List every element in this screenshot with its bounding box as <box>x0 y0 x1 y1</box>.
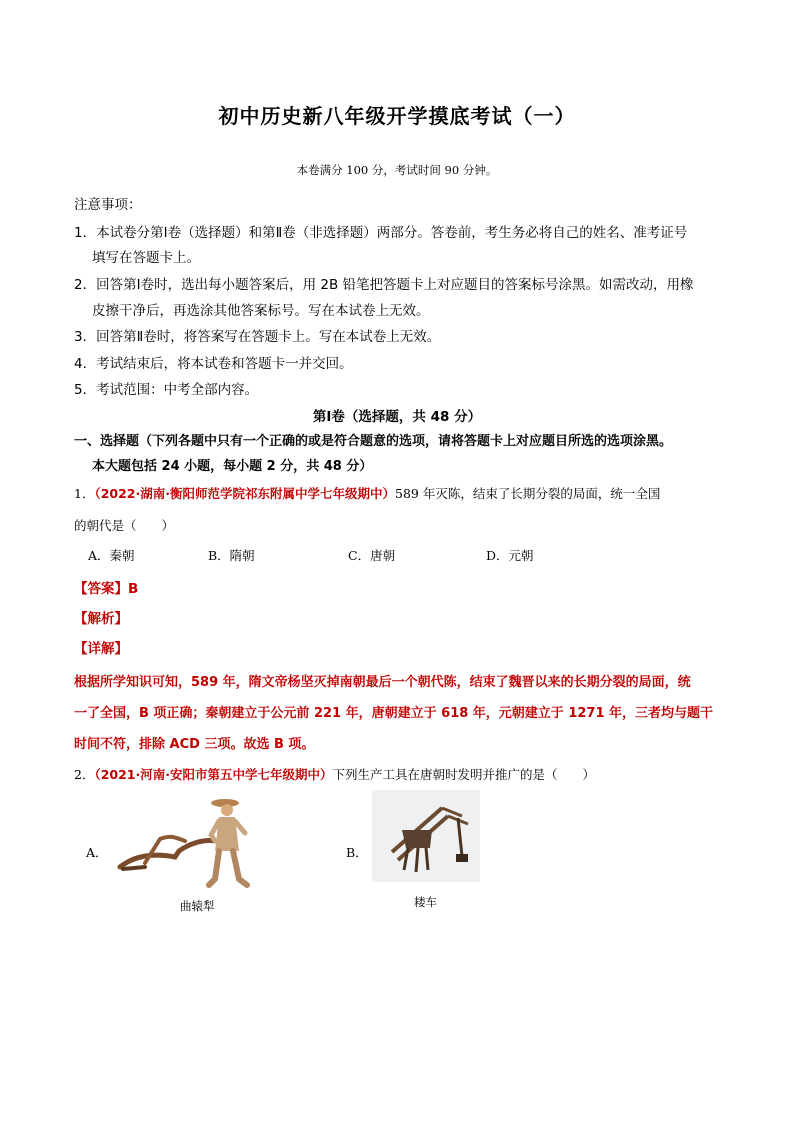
analysis-label: 【解析】 <box>74 611 128 627</box>
detail-label: 【详解】 <box>74 641 128 657</box>
option-b: B．隋朝 <box>208 548 255 563</box>
note-item-2-cont: 皮擦干净后，再选涂其他答案标号。写在本试卷上无效。 <box>92 303 430 319</box>
question-1-stem-cont: 的朝代是（ ） <box>74 518 175 533</box>
question-1-stem <box>74 484 660 502</box>
note-item-3: 3．回答第Ⅱ卷时，将答案写在答题卡上。写在本试卷上无效。 <box>74 329 441 345</box>
option-a-letter: A． <box>86 845 108 860</box>
option-a: A．秦朝 <box>88 548 135 563</box>
question-2-stem <box>74 765 595 783</box>
section-instructions-cont: 本大题包括 24 小题，每小题 2 分，共 48 分） <box>92 459 373 474</box>
question-text: 589 年灭陈，结束了长期分裂的局面，统一全国 <box>395 486 661 501</box>
section-instructions: 一、选择题（下列各题中只有一个正确的或是符合题意的选项，请将答题卡上对应题目所选的选项涂黑。 <box>74 434 673 449</box>
option-a-caption: 曲辕犁 <box>180 899 215 913</box>
note-item-5: 5．考试范围：中考全部内容。 <box>74 382 259 398</box>
note-item-1: 1．本试卷分第Ⅰ卷（选择题）和第Ⅱ卷（非选择题）两部分。答卷前，考生务必将自己的姓名、准考证号 <box>74 225 688 241</box>
question-source: （2021·河南·安阳市第五中学七年级期中） <box>94 767 333 782</box>
note-item-2: 2．回答第Ⅰ卷时，选出每小题答案后，用 2B 铅笔把答题卡上对应题目的答案标号涂黑。如需改动，用橡 <box>74 277 694 293</box>
option-c: C．唐朝 <box>348 548 396 563</box>
question-text: 下列生产工具在唐朝时发明并推广的是（ ） <box>332 767 596 782</box>
detail-text-end: 时间不符，排除 ACD 三项。故选 B 项。 <box>74 737 315 752</box>
notes-heading: 注意事项： <box>74 197 142 213</box>
page-title: 初中历史新八年级开学摸底考试（一） <box>218 104 576 128</box>
detail-text: 根据所学知识可知，589 年，隋文帝杨坚灭掉南朝最后一个朝代陈，结束了魏晋以来的长期分裂的局面，统 <box>74 675 691 690</box>
curved-plough-image <box>115 795 265 895</box>
question-source: （2022·湖南·衡阳师范学院祁东附属中学七年级期中） <box>94 486 395 501</box>
section-title: 第Ⅰ卷（选择题，共 48 分） <box>312 409 482 425</box>
option-b-letter: B． <box>346 845 368 860</box>
answer-label: 【答案】B <box>74 581 139 597</box>
seed-drill-image <box>372 790 480 882</box>
option-b-caption: 耧车 <box>414 895 437 909</box>
detail-text-cont: 一了全国，B 项正确；秦朝建立于公元前 221 年，唐朝建立于 618 年，元朝建立于 1271 年，三者均与题干 <box>74 706 714 721</box>
note-item-4: 4．考试结束后，将本试卷和答题卡一并交回。 <box>74 356 353 372</box>
exam-subtitle: 本卷满分 100 分，考试时间 90 分钟。 <box>296 163 498 177</box>
note-item-1-cont: 填写在答题卡上。 <box>92 250 200 266</box>
question-number: 1． <box>74 486 95 501</box>
option-d: D．元朝 <box>486 548 534 563</box>
question-number: 2． <box>74 767 95 782</box>
